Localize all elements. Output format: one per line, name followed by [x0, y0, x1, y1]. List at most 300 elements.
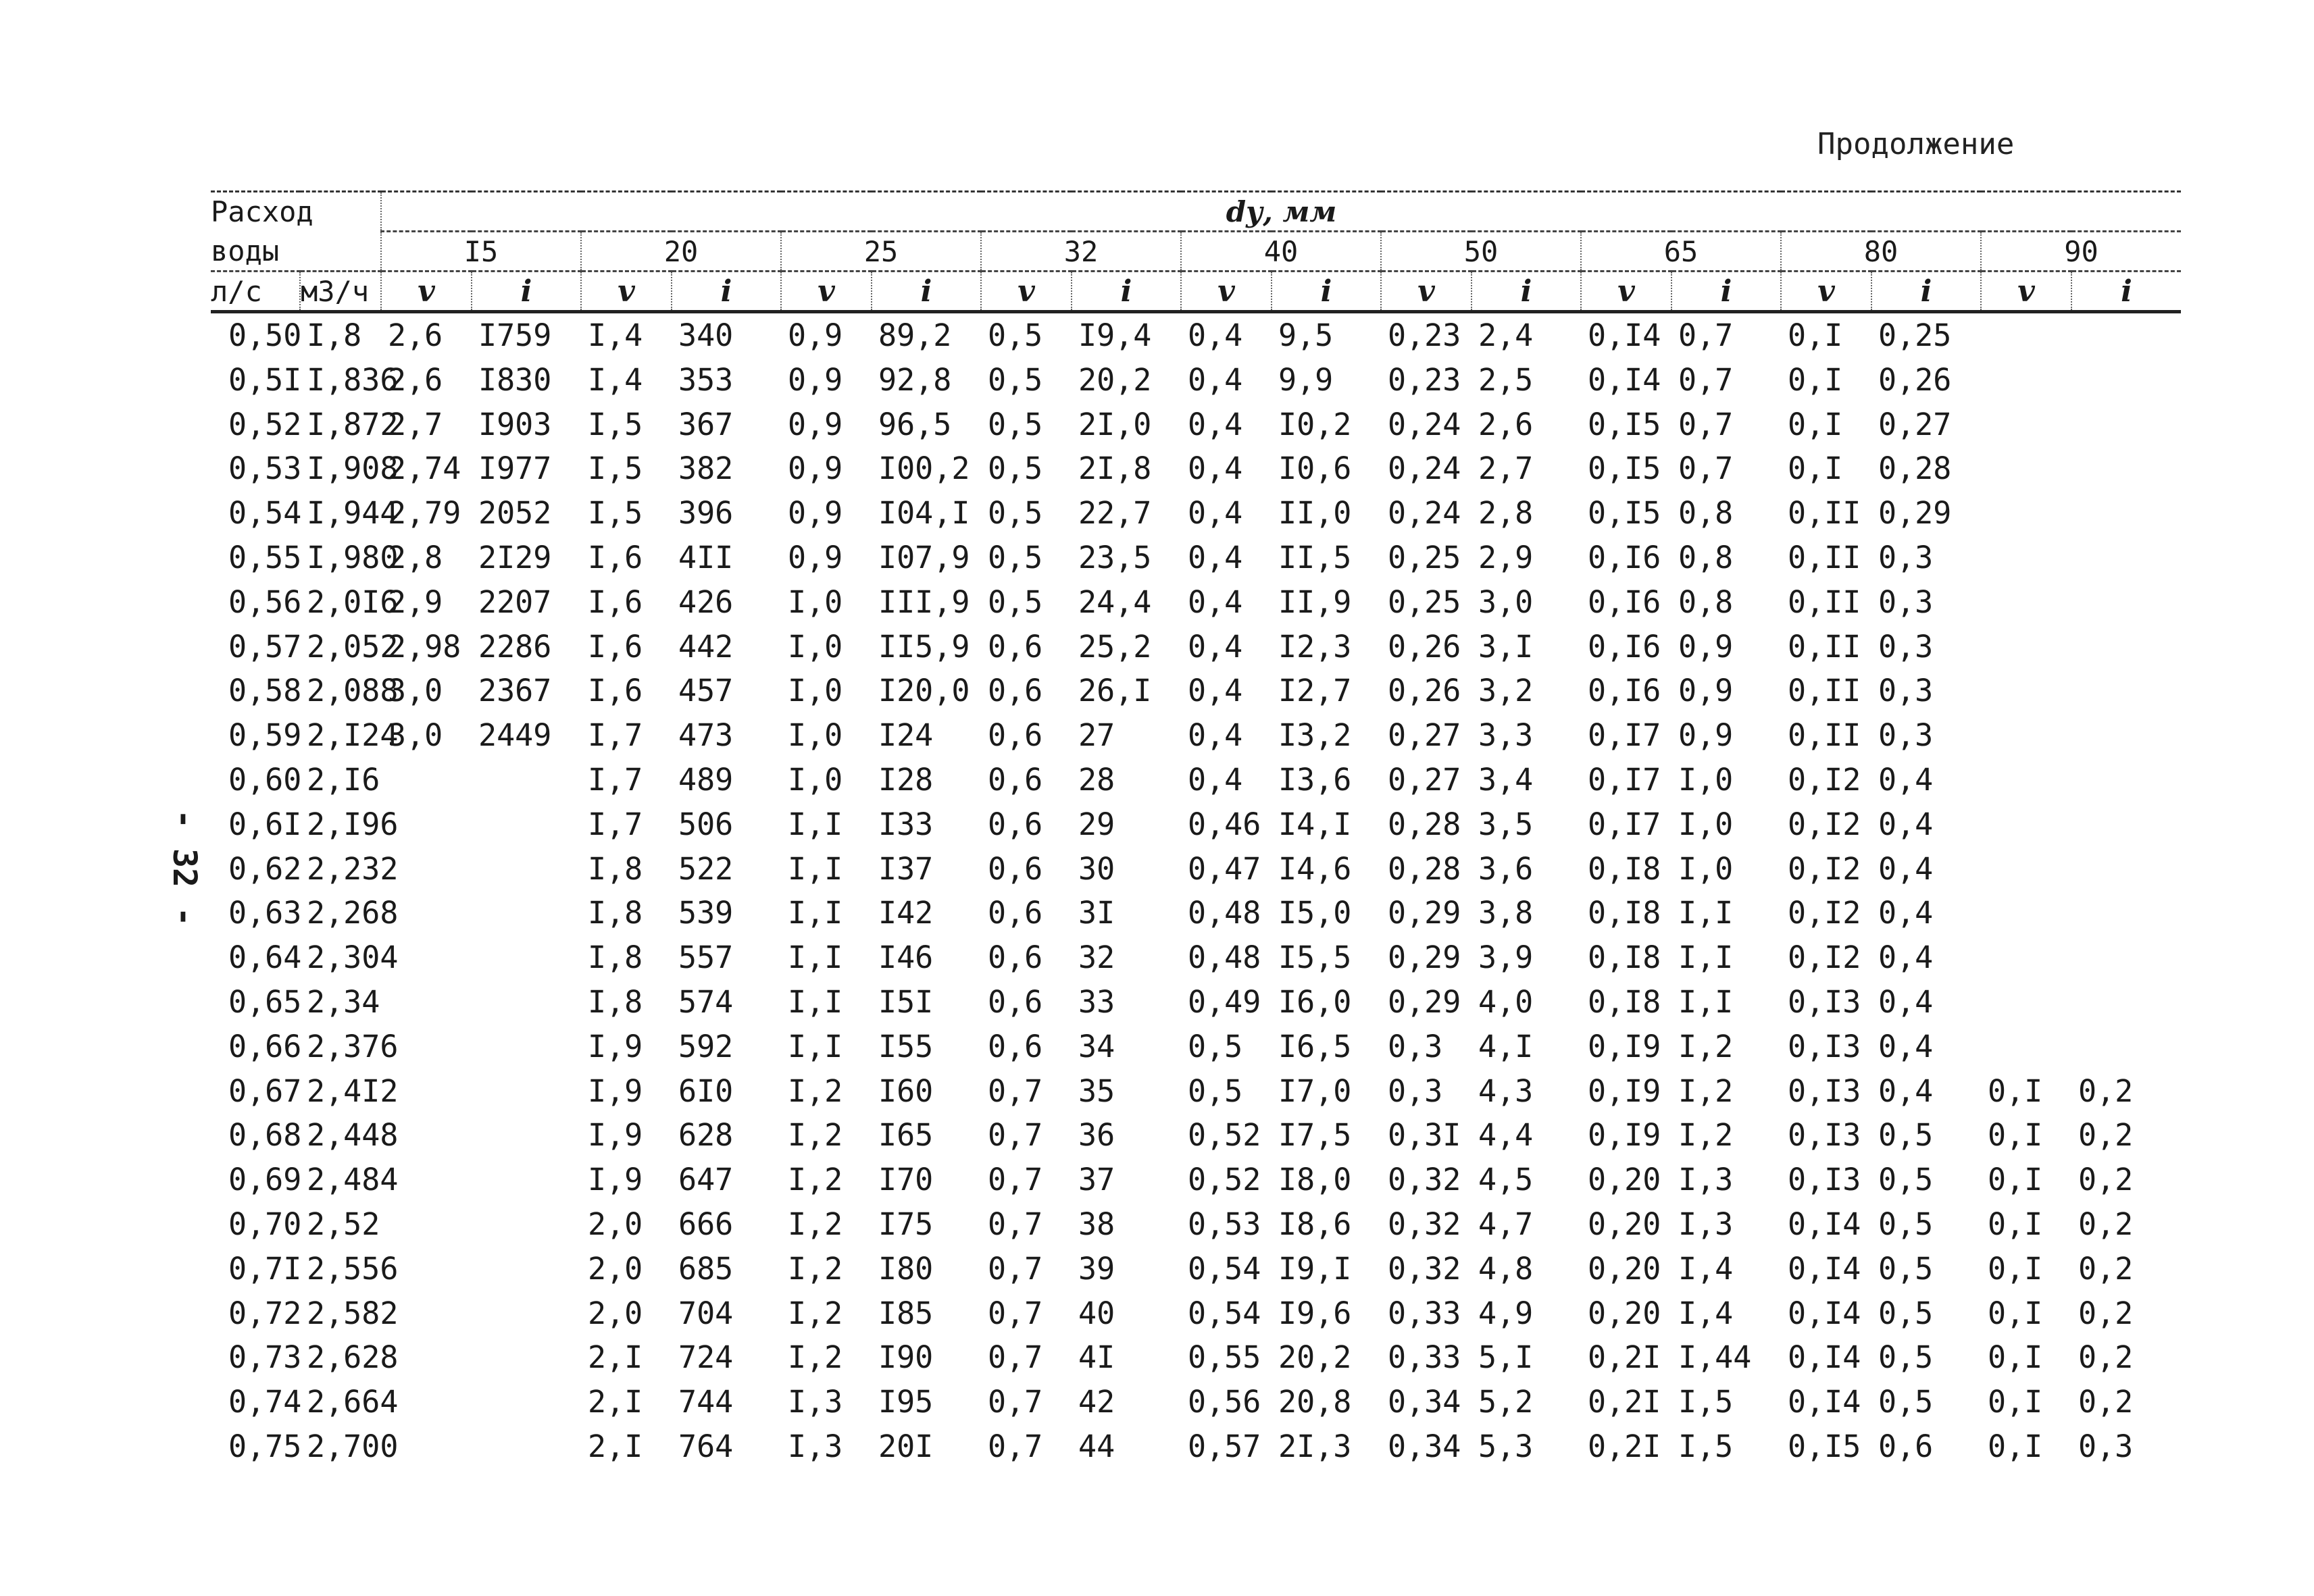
velocity-cell: 0,54	[1188, 1250, 1261, 1287]
head-loss-cell	[2071, 669, 2181, 713]
head-loss-cell: 2,6	[1478, 406, 1534, 442]
velocity-cell: 0,7	[988, 1073, 1043, 1109]
head-loss-cell: 426	[678, 584, 734, 620]
head-loss-cell: 0,2	[2078, 1073, 2134, 1109]
flow-m3h-cell: 2,268	[307, 895, 399, 931]
head-loss-cell: 2I29	[478, 539, 552, 575]
head-loss-cell	[472, 847, 581, 892]
velocity-cell: 3,0	[388, 717, 443, 754]
velocity-cell	[1981, 669, 2071, 713]
head-loss-cell	[472, 802, 581, 847]
velocity-cell: I,I	[788, 850, 843, 887]
head-loss-cell: 3,3	[1478, 717, 1534, 754]
velocity-cell: I,6	[588, 673, 643, 709]
velocity-cell: I,I	[788, 895, 843, 931]
velocity-cell: 0,29	[1388, 939, 1461, 976]
flow-ls-cell: 0,65	[228, 983, 302, 1020]
velocity-cell: I,9	[588, 1073, 643, 1109]
head-loss-cell: I00,2	[878, 451, 970, 487]
head-loss-cell: I95	[878, 1384, 934, 1420]
head-loss-cell: 0,8	[1678, 539, 1734, 575]
head-loss-cell: 396	[678, 495, 734, 532]
flow-m3h-cell: I,836	[307, 361, 399, 398]
velocity-cell: 0,I	[1788, 317, 1843, 353]
head-loss-cell: 353	[678, 361, 734, 398]
diameter-header: 65	[1581, 232, 1781, 272]
head-loss-cell: I,0	[1678, 806, 1734, 842]
head-loss-cell: 628	[678, 1117, 734, 1154]
head-loss-cell: 2449	[478, 717, 552, 754]
velocity-cell: 0,I2	[1788, 806, 1861, 842]
flow-ls-cell: 0,75	[228, 1428, 302, 1464]
velocity-cell	[1981, 403, 2071, 447]
head-loss-cell	[472, 891, 581, 935]
head-loss-cell: 4,4	[1478, 1117, 1534, 1154]
velocity-cell: 0,27	[1388, 717, 1461, 754]
velocity-cell: 0,5	[1188, 1073, 1243, 1109]
velocity-cell: 0,I8	[1588, 850, 1661, 887]
velocity-cell: I,2	[788, 1073, 843, 1109]
velocity-cell	[1981, 446, 2071, 491]
flow-m3h-cell: 2,52	[307, 1206, 380, 1242]
head-loss-cell: I,I	[1678, 939, 1734, 976]
velocity-cell: I,4	[588, 317, 643, 353]
head-loss-cell: I9,6	[1278, 1295, 1352, 1331]
flow-ls-cell: 0,7I	[228, 1250, 302, 1287]
head-loss-cell: 89,2	[878, 317, 952, 353]
head-loss-cell: I42	[878, 895, 934, 931]
flow-ls-cell: 0,67	[228, 1073, 302, 1109]
head-loss-cell: 4,8	[1478, 1250, 1534, 1287]
velocity-cell: I,7	[588, 761, 643, 798]
velocity-cell: 0,5	[988, 584, 1043, 620]
velocity-cell: 0,3	[1388, 1073, 1443, 1109]
flow-m3h-cell: 2,052	[307, 628, 399, 665]
velocity-cell: 0,I9	[1588, 1073, 1661, 1109]
velocity-cell: 0,II	[1788, 673, 1861, 709]
head-loss-cell	[2071, 935, 2181, 980]
velocity-cell: 0,I3	[1788, 983, 1861, 1020]
velocity-symbol: v	[1581, 272, 1671, 312]
head-loss-symbol: i	[1671, 272, 1781, 312]
head-loss-cell: 32	[1078, 939, 1115, 976]
head-loss-cell: 0,5	[1878, 1250, 1934, 1287]
velocity-cell: 0,II	[1788, 717, 1861, 754]
velocity-cell: 0,54	[1188, 1295, 1261, 1331]
velocity-cell: 0,I	[1988, 1073, 2043, 1109]
velocity-cell	[381, 758, 472, 802]
flow-m3h-cell: 2,556	[307, 1250, 399, 1287]
velocity-cell: 0,9	[788, 495, 843, 532]
head-loss-cell: 3,6	[1478, 850, 1534, 887]
velocity-cell: I,6	[588, 628, 643, 665]
flow-m3h-cell: 2,0I6	[307, 584, 399, 620]
flow-ls-cell: 0,56	[228, 584, 302, 620]
head-loss-cell: I,2	[1678, 1117, 1734, 1154]
flow-ls-cell: 0,50	[228, 317, 302, 353]
velocity-cell	[381, 1202, 472, 1247]
flow-m3h-cell: 2,232	[307, 850, 399, 887]
flow-m3h-cell: 2,448	[307, 1117, 399, 1154]
velocity-cell: 0,32	[1388, 1162, 1461, 1198]
table-row	[211, 669, 2181, 713]
velocity-cell: 0,I4	[1788, 1206, 1861, 1242]
diameter-header: 20	[581, 232, 781, 272]
flow-ls-cell: 0,70	[228, 1206, 302, 1242]
velocity-cell: 0,I7	[1588, 806, 1661, 842]
velocity-cell: I,8	[588, 895, 643, 931]
velocity-cell: 0,I	[1988, 1428, 2043, 1464]
head-loss-cell: 3,I	[1478, 628, 1534, 665]
head-loss-cell	[2071, 403, 2181, 447]
velocity-cell: 0,6	[988, 673, 1043, 709]
velocity-cell	[1981, 802, 2071, 847]
head-loss-cell: 0,3	[2078, 1428, 2134, 1464]
velocity-cell: I,0	[788, 717, 843, 754]
flow-m3h-cell: 2,582	[307, 1295, 399, 1331]
head-loss-cell: 0,4	[1878, 761, 1934, 798]
table-row	[211, 891, 2181, 935]
velocity-cell: I,0	[788, 584, 843, 620]
velocity-cell: 2,6	[388, 361, 443, 398]
head-loss-cell	[2071, 580, 2181, 625]
head-loss-cell: 3I	[1078, 895, 1115, 931]
head-loss-cell: 0,2	[2078, 1162, 2134, 1198]
flow-m3h-cell: 2,4I2	[307, 1073, 399, 1109]
velocity-cell: 0,28	[1388, 806, 1461, 842]
head-loss-cell: I759	[478, 317, 552, 353]
head-loss-cell: I55	[878, 1028, 934, 1064]
velocity-cell: 0,4	[1188, 451, 1243, 487]
velocity-cell	[1981, 847, 2071, 892]
velocity-cell: 0,4	[1188, 406, 1243, 442]
flow-m3h-cell: 2,I24	[307, 717, 399, 754]
velocity-cell: 2,6	[388, 317, 443, 353]
head-loss-cell: I,5	[1678, 1428, 1734, 1464]
velocity-cell	[1981, 980, 2071, 1025]
head-loss-cell: 0,4	[1878, 806, 1934, 842]
velocity-cell: 0,6	[988, 761, 1043, 798]
velocity-cell: 0,32	[1388, 1250, 1461, 1287]
head-loss-cell: 44	[1078, 1428, 1115, 1464]
velocity-cell: 0,I	[1988, 1384, 2043, 1420]
table-row	[211, 580, 2181, 625]
flow-m3h-cell: 2,088	[307, 673, 399, 709]
velocity-cell	[1981, 758, 2071, 802]
head-loss-cell: I9,I	[1278, 1250, 1352, 1287]
head-loss-cell	[2071, 312, 2181, 358]
unit-row	[211, 272, 2181, 312]
velocity-cell: 0,5	[988, 539, 1043, 575]
head-loss-cell: 0,8	[1678, 584, 1734, 620]
velocity-cell: 2,74	[388, 451, 461, 487]
diameter-header: 90	[1981, 232, 2181, 272]
velocity-cell: 0,5	[988, 495, 1043, 532]
head-loss-cell: I,0	[1678, 850, 1734, 887]
flow-m3h-cell: 2,628	[307, 1339, 399, 1376]
head-loss-cell: I,5	[1678, 1384, 1734, 1420]
velocity-cell: 0,4	[1188, 317, 1243, 353]
head-loss-cell	[2071, 491, 2181, 536]
head-loss-cell: 2I,0	[1078, 406, 1152, 442]
velocity-cell: 0,4	[1188, 539, 1243, 575]
head-loss-cell: 2286	[478, 628, 552, 665]
table-row	[211, 980, 2181, 1025]
head-loss-cell: 0,3	[1878, 628, 1934, 665]
velocity-cell: 0,I5	[1588, 406, 1661, 442]
head-loss-cell: I2,3	[1278, 628, 1352, 665]
head-loss-cell: 5,2	[1478, 1384, 1534, 1420]
velocity-cell: 2,7	[388, 406, 443, 442]
table-row	[211, 1113, 2181, 1158]
flow-m3h-cell: 2,304	[307, 939, 399, 976]
head-loss-cell: 5,3	[1478, 1428, 1534, 1464]
velocity-cell: I,0	[788, 761, 843, 798]
velocity-cell: 0,5	[988, 361, 1043, 398]
head-loss-cell: 20,8	[1278, 1384, 1352, 1420]
head-loss-cell: 0,5	[1878, 1295, 1934, 1331]
flow-m3h-cell: I,944	[307, 495, 399, 532]
velocity-cell: 0,46	[1188, 806, 1261, 842]
diameter-header: 32	[981, 232, 1181, 272]
velocity-cell: 0,6	[988, 895, 1043, 931]
head-loss-cell: 0,3	[1878, 717, 1934, 754]
table-row	[211, 1069, 2181, 1114]
head-loss-cell: I85	[878, 1295, 934, 1331]
velocity-cell: 0,9	[788, 317, 843, 353]
head-loss-cell: 24,4	[1078, 584, 1152, 620]
head-loss-cell: 0,4	[1878, 1073, 1934, 1109]
table-row	[211, 758, 2181, 802]
velocity-cell: 2,9	[388, 584, 443, 620]
head-loss-cell: 2I,8	[1078, 451, 1152, 487]
head-loss-cell: I60	[878, 1073, 934, 1109]
velocity-symbol: v	[1181, 272, 1272, 312]
head-loss-symbol: i	[472, 272, 581, 312]
head-loss-cell: 0,3	[1878, 539, 1934, 575]
head-loss-cell: I8,0	[1278, 1162, 1352, 1198]
velocity-cell: 2,0	[588, 1295, 643, 1331]
head-loss-cell: I33	[878, 806, 934, 842]
table-row	[211, 1247, 2181, 1291]
head-loss-cell: 382	[678, 451, 734, 487]
velocity-cell: 0,2I	[1588, 1428, 1661, 1464]
table-header	[211, 192, 2181, 312]
table-row	[211, 1025, 2181, 1069]
flow-m3h-cell: 2,484	[307, 1162, 399, 1198]
head-loss-cell: 0,7	[1678, 317, 1734, 353]
velocity-cell: I,6	[588, 584, 643, 620]
flow-m3h-cell: I,908	[307, 451, 399, 487]
head-loss-cell: 2,5	[1478, 361, 1534, 398]
head-loss-cell	[472, 935, 581, 980]
head-loss-cell	[472, 1424, 581, 1469]
velocity-cell: 0,I4	[1788, 1339, 1861, 1376]
head-loss-cell	[472, 1291, 581, 1336]
head-loss-cell: 0,2	[2078, 1339, 2134, 1376]
velocity-cell: 0,I7	[1588, 717, 1661, 754]
head-loss-cell: 457	[678, 673, 734, 709]
head-loss-cell: I,I	[1678, 895, 1734, 931]
head-loss-cell	[2071, 1025, 2181, 1069]
head-loss-cell: 27	[1078, 717, 1115, 754]
velocity-cell: 0,I	[1988, 1250, 2043, 1287]
velocity-cell: 0,47	[1188, 850, 1261, 887]
head-loss-cell: 0,5	[1878, 1206, 1934, 1242]
velocity-cell: 0,I5	[1588, 451, 1661, 487]
velocity-cell: 0,I6	[1588, 628, 1661, 665]
head-loss-cell	[472, 1247, 581, 1291]
velocity-cell: 0,II	[1788, 584, 1861, 620]
velocity-cell: 0,55	[1188, 1339, 1261, 1376]
head-loss-cell: 36	[1078, 1117, 1115, 1154]
head-loss-cell: I4,I	[1278, 806, 1352, 842]
table-row	[211, 536, 2181, 580]
head-loss-cell: 0,2	[2078, 1250, 2134, 1287]
velocity-cell: I,I	[788, 1028, 843, 1064]
velocity-cell: 0,7	[988, 1384, 1043, 1420]
head-loss-cell: 0,7	[1678, 361, 1734, 398]
velocity-cell: 0,7	[988, 1162, 1043, 1198]
head-loss-cell: I4,6	[1278, 850, 1352, 887]
velocity-cell: 0,I2	[1788, 761, 1861, 798]
head-loss-cell: I8,6	[1278, 1206, 1352, 1242]
velocity-cell: 2,8	[388, 539, 443, 575]
head-loss-cell: 5,I	[1478, 1339, 1534, 1376]
head-loss-cell: I3,2	[1278, 717, 1352, 754]
head-loss-cell: I,I	[1678, 983, 1734, 1020]
velocity-cell: 2,I	[588, 1384, 643, 1420]
head-loss-cell: II5,9	[878, 628, 970, 665]
velocity-cell: 0,24	[1388, 451, 1461, 487]
velocity-cell: 0,I8	[1588, 983, 1661, 1020]
head-loss-cell: 2,9	[1478, 539, 1534, 575]
head-loss-cell: 592	[678, 1028, 734, 1064]
velocity-cell: I,7	[588, 806, 643, 842]
velocity-cell: 2,0	[588, 1250, 643, 1287]
head-loss-cell: 0,2	[2078, 1295, 2134, 1331]
head-loss-cell: 724	[678, 1339, 734, 1376]
head-loss-cell: 557	[678, 939, 734, 976]
head-loss-cell: I,4	[1678, 1250, 1734, 1287]
velocity-cell: 0,4	[1188, 584, 1243, 620]
velocity-cell: 0,56	[1188, 1384, 1261, 1420]
velocity-cell: 0,I	[1988, 1206, 2043, 1242]
head-loss-cell: 666	[678, 1206, 734, 1242]
water-label: воды	[211, 234, 280, 267]
head-loss-cell: II,5	[1278, 539, 1352, 575]
head-loss-cell: 704	[678, 1295, 734, 1331]
head-loss-cell: II,9	[1278, 584, 1352, 620]
velocity-cell: 0,6	[988, 806, 1043, 842]
velocity-cell: 0,I2	[1788, 850, 1861, 887]
head-loss-symbol: i	[1272, 272, 1381, 312]
flow-ls-cell: 0,57	[228, 628, 302, 665]
head-loss-cell: 0,5	[1878, 1339, 1934, 1376]
head-loss-cell: 0,2	[2078, 1206, 2134, 1242]
head-loss-cell: I830	[478, 361, 552, 398]
flow-ls-cell: 0,5I	[228, 361, 302, 398]
velocity-cell: 0,6	[988, 628, 1043, 665]
flow-ls-cell: 0,59	[228, 717, 302, 754]
velocity-cell: 0,I6	[1588, 584, 1661, 620]
velocity-cell: 0,23	[1388, 317, 1461, 353]
velocity-cell	[1981, 491, 2071, 536]
velocity-cell: 0,I4	[1588, 361, 1661, 398]
velocity-cell: I,3	[788, 1428, 843, 1464]
velocity-cell: I,8	[588, 983, 643, 1020]
velocity-cell: I,I	[788, 983, 843, 1020]
head-loss-cell	[2071, 847, 2181, 892]
head-loss-cell	[472, 1202, 581, 1247]
head-loss-cell: 2367	[478, 673, 552, 709]
velocity-symbol: v	[781, 272, 872, 312]
head-loss-cell: 38	[1078, 1206, 1115, 1242]
head-loss-symbol: i	[672, 272, 781, 312]
velocity-cell: 0,I9	[1588, 1028, 1661, 1064]
velocity-cell: I,5	[588, 495, 643, 532]
head-loss-cell: 20,2	[1078, 361, 1152, 398]
velocity-cell: I,3	[788, 1384, 843, 1420]
velocity-cell: 0,20	[1588, 1162, 1661, 1198]
head-loss-cell: 0,7	[1678, 451, 1734, 487]
flow-ls-cell: 0,74	[228, 1384, 302, 1420]
velocity-cell: 2,I	[588, 1428, 643, 1464]
table-row	[211, 446, 2181, 491]
velocity-cell: 0,I4	[1788, 1295, 1861, 1331]
velocity-cell: 0,I7	[1588, 761, 1661, 798]
velocity-cell: 0,I2	[1788, 895, 1861, 931]
velocity-cell: 0,5	[988, 406, 1043, 442]
velocity-cell: 0,33	[1388, 1339, 1461, 1376]
table-row	[211, 713, 2181, 758]
head-loss-cell: I,44	[1678, 1339, 1752, 1376]
flow-m3h-cell: I,872	[307, 406, 399, 442]
head-loss-cell: 3,4	[1478, 761, 1534, 798]
velocity-cell: 0,29	[1388, 895, 1461, 931]
head-loss-cell: 26,I	[1078, 673, 1152, 709]
velocity-cell: 0,I4	[1788, 1250, 1861, 1287]
head-loss-cell: 33	[1078, 983, 1115, 1020]
head-loss-cell: 0,3	[1878, 584, 1934, 620]
table-row	[211, 935, 2181, 980]
head-loss-cell: 0,5	[1878, 1117, 1934, 1154]
velocity-cell: 0,27	[1388, 761, 1461, 798]
head-loss-cell: 2207	[478, 584, 552, 620]
head-loss-cell: 489	[678, 761, 734, 798]
velocity-cell: 0,I	[1988, 1117, 2043, 1154]
velocity-symbol: v	[1781, 272, 1871, 312]
velocity-cell: I,2	[788, 1339, 843, 1376]
head-loss-cell: 20I	[878, 1428, 934, 1464]
velocity-cell: 0,I	[1988, 1162, 2043, 1198]
table-row	[211, 358, 2181, 403]
velocity-cell	[1981, 935, 2071, 980]
head-loss-cell: 0,4	[1878, 1028, 1934, 1064]
velocity-cell: 0,49	[1188, 983, 1261, 1020]
head-loss-cell: I90	[878, 1339, 934, 1376]
head-loss-cell: 506	[678, 806, 734, 842]
velocity-cell: 0,57	[1188, 1428, 1261, 1464]
velocity-cell: I,2	[788, 1117, 843, 1154]
velocity-cell	[1981, 580, 2071, 625]
head-loss-cell	[2071, 802, 2181, 847]
velocity-cell: 0,I2	[1788, 939, 1861, 976]
velocity-cell: I,0	[788, 628, 843, 665]
head-loss-cell: I,0	[1678, 761, 1734, 798]
velocity-cell: 0,5	[988, 317, 1043, 353]
velocity-cell: 0,20	[1588, 1206, 1661, 1242]
